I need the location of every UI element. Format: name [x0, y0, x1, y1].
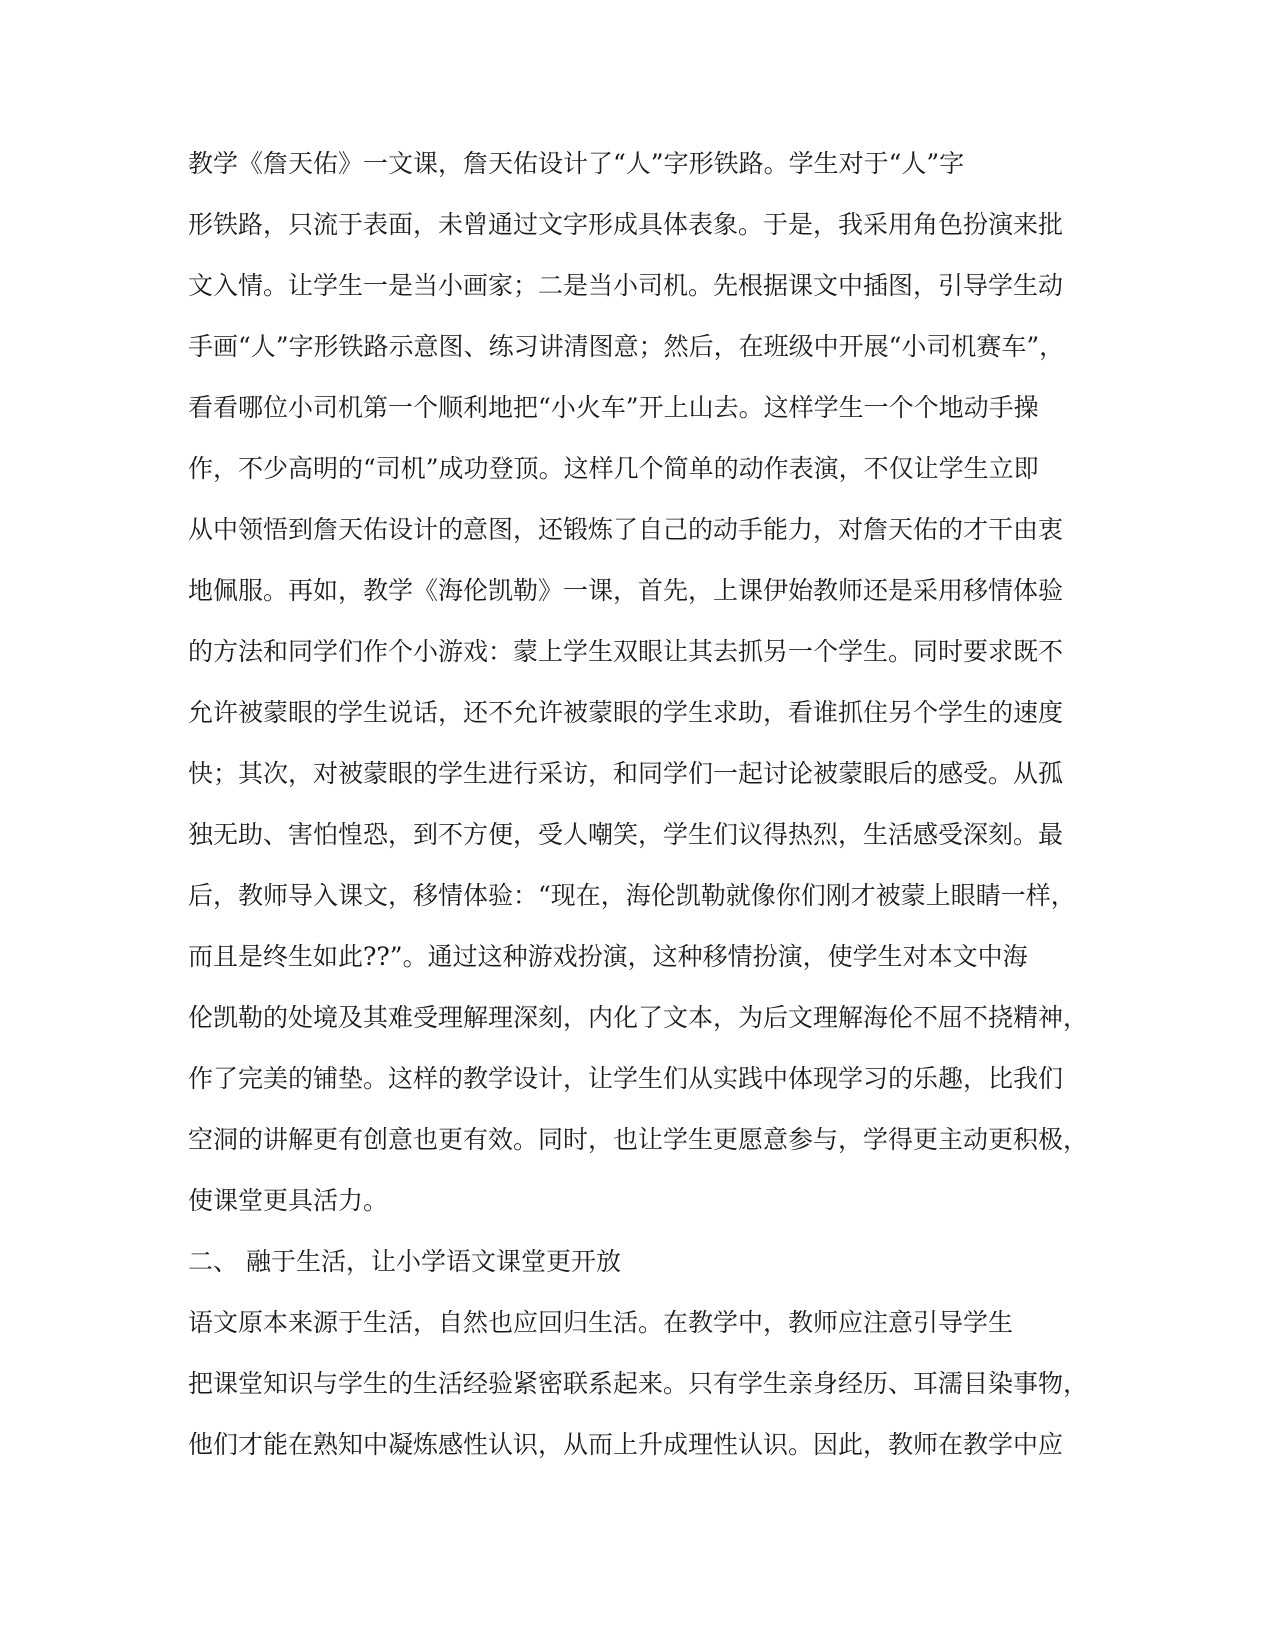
- text-line: 教学《詹天佑》一文课，詹天佑设计了“人”字形铁路。学生对于“人”字: [188, 149, 965, 178]
- text-line: 独无助、害怕惶恐，到不方便，受人嘲笑，学生们议得热烈，生活感受深刻。最: [188, 820, 1064, 849]
- text-line: 他们才能在熟知中凝炼感性认识，从而上升成理性认识。因此，教师在教学中应: [188, 1430, 1064, 1459]
- text-line: 从中领悟到詹天佑设计的意图，还锻炼了自己的动手能力，对詹天佑的才干由衷: [188, 515, 1064, 544]
- text-line: 伦凯勒的处境及其难受理解理深刻，内化了文本，为后文理解海伦不屈不挠精神，: [188, 1003, 1089, 1032]
- text-line: 看看哪位小司机第一个顺利地把“小火车”开上山去。这样学生一个个地动手操: [188, 393, 1039, 422]
- section-heading: 二、 融于生活，让小学语文课堂更开放: [188, 1247, 621, 1276]
- text-line: 文入情。让学生一是当小画家；二是当小司机。先根据课文中插图，引导学生动: [188, 271, 1064, 300]
- body-text: [188, 145, 1088, 1487]
- text-line: 后，教师导入课文，移情体验：“现在，海伦凯勒就像你们刚才被蒙上眼睛一样，: [188, 881, 1076, 910]
- text-line: 使课堂更具活力。: [188, 1186, 389, 1215]
- text-line: 手画“人”字形铁路示意图、练习讲清图意；然后，在班级中开展“小司机赛车”，: [188, 332, 1065, 361]
- text-line: 允许被蒙眼的学生说话，还不允许被蒙眼的学生求助，看谁抓住另个学生的速度: [188, 698, 1064, 727]
- text-line: 语文原本来源于生活，自然也应回归生活。在教学中，教师应注意引导学生: [188, 1308, 1014, 1337]
- text-line: 地佩服。再如，教学《海伦凯勒》一课，首先，上课伊始教师还是采用移情体验: [188, 576, 1064, 605]
- text-line: 把课堂知识与学生的生活经验紧密联系起来。只有学生亲身经历、耳濡目染事物，: [188, 1369, 1089, 1398]
- text-line: 作，不少高明的“司机”成功登顶。这样几个简单的动作表演，不仅让学生立即: [188, 454, 1039, 483]
- text-line: 形铁路，只流于表面，未曾通过文字形成具体表象。于是，我采用角色扮演来批: [188, 210, 1064, 239]
- text-line: 而且是终生如此??”。通过这种游戏扮演，这种移情扮演，使学生对本文中海: [188, 942, 1028, 971]
- text-line: 快；其次，对被蒙眼的学生进行采访，和同学们一起讨论被蒙眼后的感受。从孤: [188, 759, 1064, 788]
- text-line: 作了完美的铺垫。这样的教学设计，让学生们从实践中体现学习的乐趣，比我们: [188, 1064, 1064, 1093]
- text-line: 的方法和同学们作个小游戏：蒙上学生双眼让其去抓另一个学生。同时要求既不: [188, 637, 1064, 666]
- text-line: 空洞的讲解更有创意也更有效。同时，也让学生更愿意参与，学得更主动更积极，: [188, 1125, 1089, 1154]
